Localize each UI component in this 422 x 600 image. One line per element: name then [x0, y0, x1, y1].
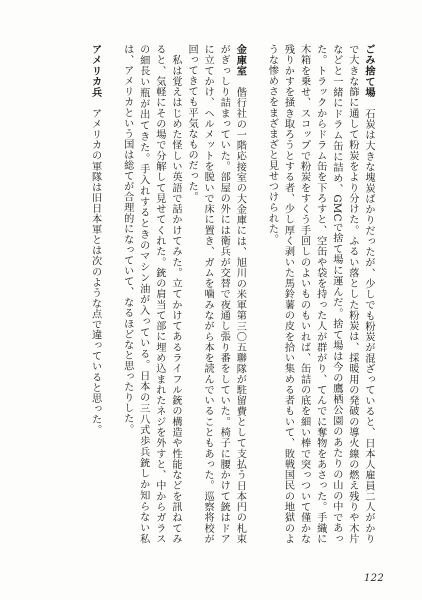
- text-line: アメリカの軍隊は旧日本軍とは次のような点で違っていると思った。: [89, 108, 101, 436]
- page-number: 122: [364, 573, 384, 584]
- paragraph: [263, 44, 376, 544]
- section-america-hei: [87, 44, 103, 544]
- section-gomisuteba: [263, 44, 376, 544]
- section-heading: 金庫室: [234, 44, 246, 77]
- text-line: せ、スコップで粉炭をすくう手回しのよいものもいれば、缶詰の底を細い棒で突っついて僅かな残りかすを掻: [282, 44, 310, 544]
- text-line: ざまざと見せつけられた。: [266, 117, 278, 245]
- text-line: 石炭は大きな塊炭ばかりだったが、少しでも粉炭が混ざっていると、日本人雇員二人がかりで: [346, 44, 374, 544]
- text-line: 偕行社の一階応接室の大金庫には、旭川の米軍第三〇五聯隊が駐留費として支払う日本円の札束が: [218, 44, 246, 544]
- text-line: と一緒にドラム缶に詰め、GMCで捨て場に運んだ。捨て場は今の鷹栖公園のあたりの山の中であった。ト: [314, 44, 342, 544]
- text-line: ぎっしり詰まっていた。部屋の外には衛兵が交替で夜通し張り番をしていた。椅子に腰かけて銃はドアに立て: [202, 44, 230, 544]
- paragraph: [87, 44, 103, 544]
- text-line: リカという国は総てが合理的になっていて、なるほどなと思ったりした。: [121, 86, 133, 435]
- section-heading: ごみ捨て場: [363, 44, 374, 98]
- paragraph: [119, 44, 183, 544]
- text-line: ラックからドラム缶を下ろすと、空缶や袋を持った人が群がり、てんでに奪物をあさった。手織に木箱を乗: [298, 44, 326, 544]
- section-heading: アメリカ兵: [89, 44, 101, 98]
- text-line: 長い瓶が出てきた。手入れするときのマシン油が入っている。日本の三八式歩兵銃しか知らない私は、アメ: [121, 44, 149, 544]
- text-line: 私は覚えはじめた怪しい英語で話かけてみた。立てかけてあるライフル銃の構造や性能などを訊ねてみる: [153, 44, 181, 544]
- vertical-text-body: [36, 44, 376, 544]
- text-line: ても平気なものだった。: [186, 86, 198, 203]
- section-kinkoshitsu: [119, 44, 248, 544]
- text-line: き取ろうとする者、少し厚く剥いた馬鈴薯の皮を拾い集める者もいて、敗戦国民の地獄のような惨めさをま: [266, 44, 294, 544]
- paragraph: [183, 44, 247, 544]
- text-line: と、気軽にその場で分解して見せてくれた。銃の肩当て部に埋め込まれたネジを外すと、中からガラスの細: [137, 44, 165, 544]
- text-line: かけ、ヘルメットを脱いで床に置き、ガムを噛みながら本を読んでいることもあった。巡察将校が回ってき: [186, 44, 214, 544]
- text-line: 大きな篩に通して粉炭をより分けた。ふるい落とした粉炭は、採暖用の発破の導火線の燃え残りや木片など: [330, 44, 358, 544]
